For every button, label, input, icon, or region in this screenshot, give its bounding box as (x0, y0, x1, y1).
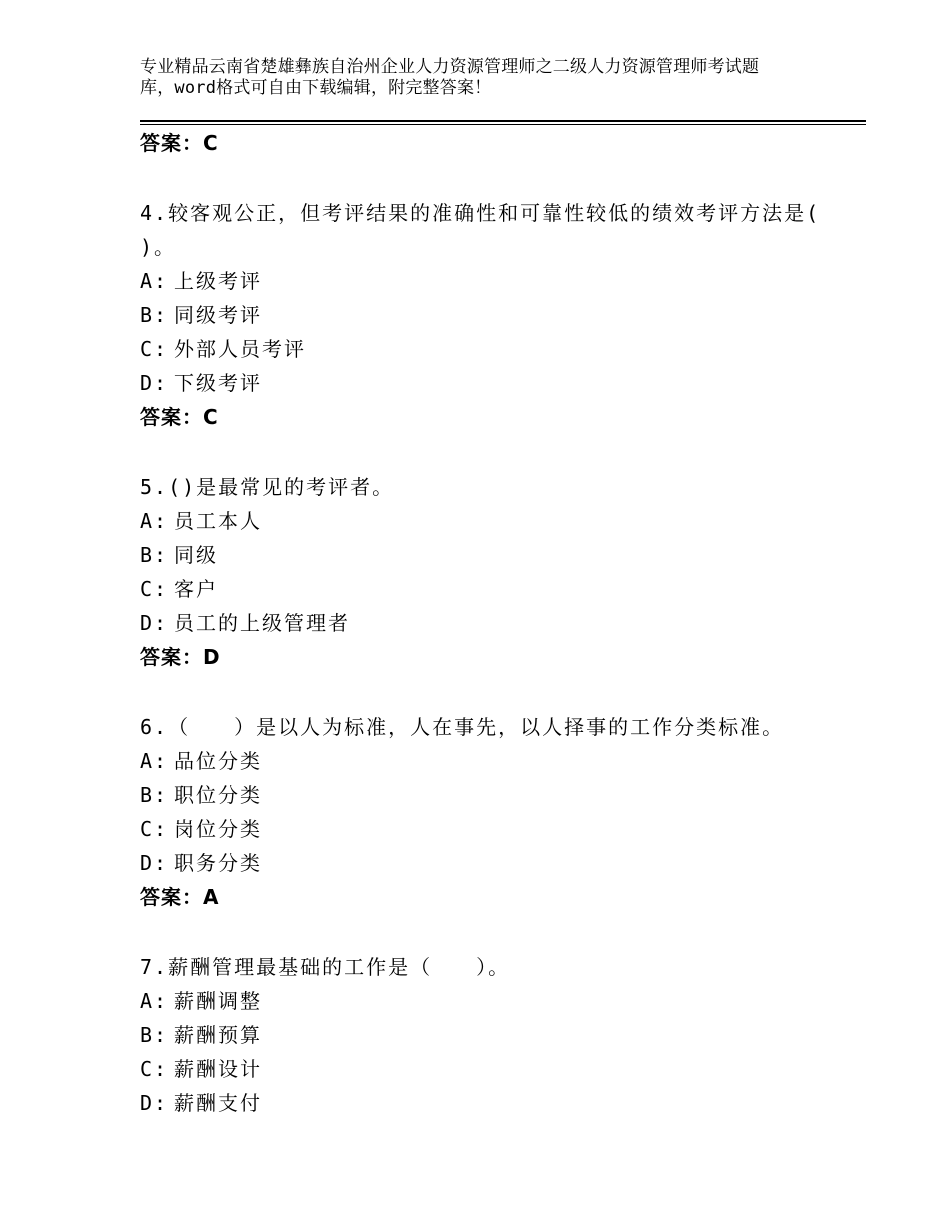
option-c (140, 572, 830, 606)
option-letter: A: (140, 269, 169, 293)
option-a (140, 264, 830, 298)
option-d (140, 366, 830, 400)
option-c (140, 332, 830, 366)
option-letter: C: (140, 1057, 169, 1081)
option-text: 职位分类 (174, 783, 262, 807)
option-letter: D: (140, 851, 169, 875)
question-stem-continued: )。 (140, 235, 177, 259)
option-letter: A: (140, 509, 169, 533)
option-text: 职务分类 (174, 851, 262, 875)
question-list (140, 126, 830, 1120)
answer-line: 答案：D (140, 645, 221, 669)
option-text: 同级考评 (174, 303, 262, 327)
option-letter: B: (140, 303, 169, 327)
option-d (140, 606, 830, 640)
option-text: 薪酬支付 (174, 1091, 262, 1115)
option-letter: D: (140, 371, 169, 395)
option-b (140, 538, 830, 572)
option-text: 员工的上级管理者 (174, 611, 350, 635)
answer-line: 答案：A (140, 885, 220, 909)
spacer (140, 674, 830, 710)
option-d (140, 1086, 830, 1120)
option-c (140, 812, 830, 846)
question-block (140, 710, 830, 914)
option-text: 品位分类 (174, 749, 262, 773)
answer-line: 答案：C (140, 131, 219, 155)
option-letter: B: (140, 1023, 169, 1047)
option-text: 薪酬设计 (174, 1057, 262, 1081)
option-letter: B: (140, 783, 169, 807)
option-letter: C: (140, 577, 169, 601)
question-stem: 5.()是最常见的考评者。 (140, 475, 395, 499)
option-d (140, 846, 830, 880)
question-block (140, 470, 830, 674)
option-text: 外部人员考评 (174, 337, 306, 361)
answer-line: 答案：C (140, 405, 219, 429)
option-letter: A: (140, 749, 169, 773)
question-block (140, 950, 830, 1120)
question-stem: 6.（ ）是以人为标准，人在事先，以人择事的工作分类标准。 (140, 715, 785, 739)
option-a (140, 504, 830, 538)
header-divider-thick (140, 120, 866, 122)
option-text: 同级 (174, 543, 218, 567)
option-letter: D: (140, 1091, 169, 1115)
option-text: 下级考评 (174, 371, 262, 395)
question-stem: 4.较客观公正，但考评结果的准确性和可靠性较低的绩效考评方法是( (140, 201, 821, 225)
option-letter: C: (140, 337, 169, 361)
option-letter: B: (140, 543, 169, 567)
option-c (140, 1052, 830, 1086)
option-text: 上级考评 (174, 269, 262, 293)
option-letter: C: (140, 817, 169, 841)
spacer (140, 160, 830, 196)
question-stem: 7.薪酬管理最基础的工作是（ ）。 (140, 955, 511, 979)
header-line-1: 专业精品云南省楚雄彝族自治州企业人力资源管理师之二级人力资源管理师考试题 (140, 57, 760, 77)
option-text: 员工本人 (174, 509, 262, 533)
spacer (140, 434, 830, 470)
option-text: 薪酬预算 (174, 1023, 262, 1047)
option-b (140, 298, 830, 332)
question-block (140, 196, 830, 434)
option-b (140, 778, 830, 812)
option-text: 薪酬调整 (174, 989, 262, 1013)
header-line-2: 库，word格式可自由下载编辑，附完整答案！ (140, 78, 492, 98)
option-letter: D: (140, 611, 169, 635)
header-divider-thin (140, 124, 866, 125)
option-text: 客户 (174, 577, 218, 601)
spacer (140, 914, 830, 950)
option-a (140, 744, 830, 778)
option-text: 岗位分类 (174, 817, 262, 841)
document-header (140, 57, 830, 99)
option-b (140, 1018, 830, 1052)
option-a (140, 984, 830, 1018)
option-letter: A: (140, 989, 169, 1013)
